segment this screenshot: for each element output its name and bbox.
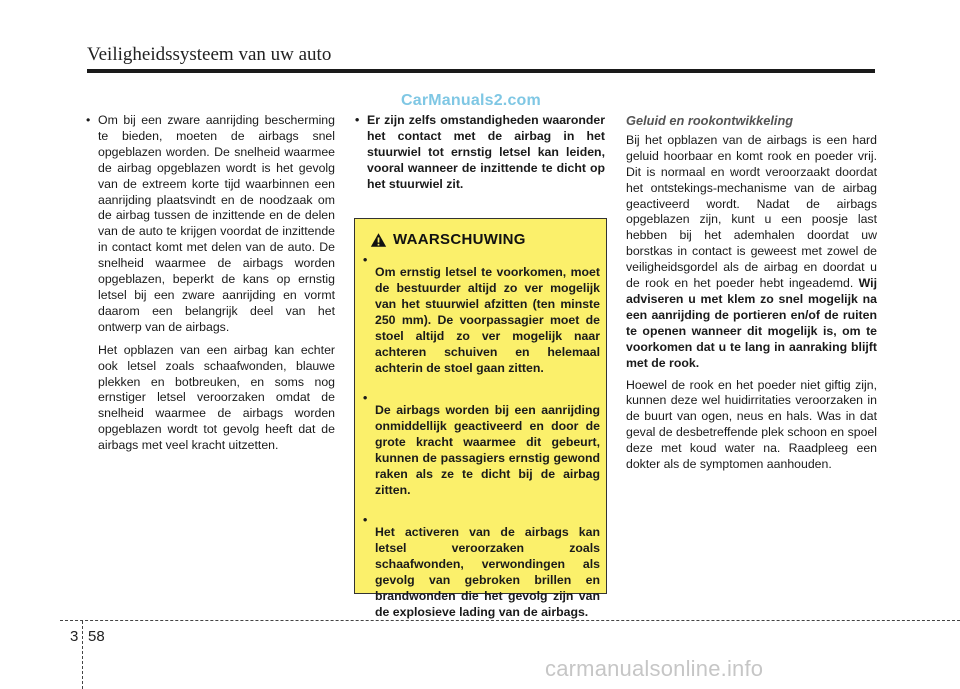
footer-rule <box>60 620 960 621</box>
warning-box <box>354 218 607 619</box>
warning-header <box>370 231 526 248</box>
footer-divider <box>82 621 83 689</box>
list-item <box>86 113 335 336</box>
section-number: 3 <box>70 628 79 645</box>
warning-item-text: Het activeren van de airbags kan letsel veroorzaken zoals schaafwonden, verwondingen als gevolg van gebroken brillen en brandwonden die het gevolg zijn van de explosieve lading van de airbags. <box>375 525 600 619</box>
bullet-glyph: • <box>363 253 368 267</box>
page-header-title: Veiligheidssysteem van uw auto <box>87 44 332 65</box>
airbag-injury-paragraph: Het opblazen van een airbag kan echter ook letsel zoals schaafwonden, blauwe plekken en botbreuken, en soms nog ernstiger letsel veroorzaken omdat de snelheid waarmee de airbags worden opgeblazen wordt tot gevolg heeft dat de airbags met veel kracht uitzetten. <box>98 342 335 453</box>
list-item <box>355 113 605 193</box>
warning-item <box>363 391 600 511</box>
bullet-glyph: • <box>355 113 360 127</box>
noise-smoke-text: Bij het opblazen van de airbags is een hard geluid hoorbaar en komt rook en poeder vrij. Dit is normaal en wordt veroorzaakt doordat het ontstekings-mechanisme van de airbag geactiveerd wordt. Nadat de airbags opgeblazen zijn, kunt u een poosje last hebben bij het ademhalen doordat uw borstkas in contact is geweest met zowel de veiligheidsgordel als de airbag en doordat u de rook en het poeder hebt ingeademd. <box>626 132 877 291</box>
column-1 <box>86 113 335 454</box>
bullet-glyph: • <box>86 113 91 127</box>
advice-bold-text: Wij adviseren u met klem zo snel mogelijk na een aanrijding de portieren en/of de ruiten te openen wanneer dit mogelijk is, om te voorkomen dat u te lang in aanraking blijft met de rook. <box>626 276 878 370</box>
warning-title: WAARSCHUWING <box>393 231 526 248</box>
header-rule <box>87 69 875 73</box>
watermark-carmanualsonline: carmanualsonline.info <box>545 656 764 681</box>
warning-item <box>363 513 600 633</box>
airbag-speed-text: Om bij een zware aanrijding bescherming te bieden, moeten de airbags snel opgeblazen worden. De snelheid waarmee de airbag opgeblazen wordt is het gevolg van de extreem korte tijd waarbinnen een aanrijding plaatsvindt en de noodzaak om de airbag tussen de inzittende en de delen van de auto te krijgen voordat de inzittende in contact komt met delen van de auto. De snelheid waarmee de airbags worden opgeblazen, beperkt de kans op ernstig letsel bij een zware aanrijding en vormt daarom een belangrijk deel van het ontwerp van de airbags. <box>98 113 335 334</box>
column-3 <box>626 113 877 473</box>
noise-smoke-paragraph <box>626 133 877 372</box>
watermark-carmanuals2: CarManuals2.com <box>401 92 541 109</box>
bullet-glyph: • <box>363 512 368 527</box>
steering-wheel-warning-text: Er zijn zelfs omstandigheden waaronder het contact met de airbag in het stuurwiel tot ernstig letsel kan leiden, vooral wanneer de inzittende te dicht op het stuurwiel zit. <box>367 113 605 191</box>
warning-item-text: De airbags worden bij een aanrijding onmiddellijk geactiveerd en door de grote kracht waarmee dit gebeurt, kunnen de passagiers ernstig gewond raken als ze te dicht bij de airbag zitten. <box>375 403 600 497</box>
warning-item-text: Om ernstig letsel te voorkomen, moet de bestuurder altijd zo ver mogelijk van het stuurwiel afzitten (ten minste 250 mm). De voorpassagier moet de stoel altijd zo ver mogelijk naar achteren schuiven en helemaal achterin de stoel gaan zitten. <box>375 265 600 375</box>
skin-irritation-paragraph: Hoewel de rook en het poeder niet giftig zijn, kunnen deze wel huidirritaties veroorzaken in de buurt van ogen, neus en hals. Was in dat geval de desbetreffende plek schoon en spoel deze met koud water na. Raadpleeg een dokter als de symptomen aanhouden. <box>626 377 877 472</box>
warning-list <box>363 253 600 635</box>
bullet-glyph: • <box>363 390 368 405</box>
warning-item <box>363 253 600 389</box>
page-number: 58 <box>88 628 105 645</box>
column-2 <box>355 113 605 193</box>
warning-triangle-icon <box>370 232 387 248</box>
section-heading: Geluid en rookontwikkeling <box>626 113 794 128</box>
